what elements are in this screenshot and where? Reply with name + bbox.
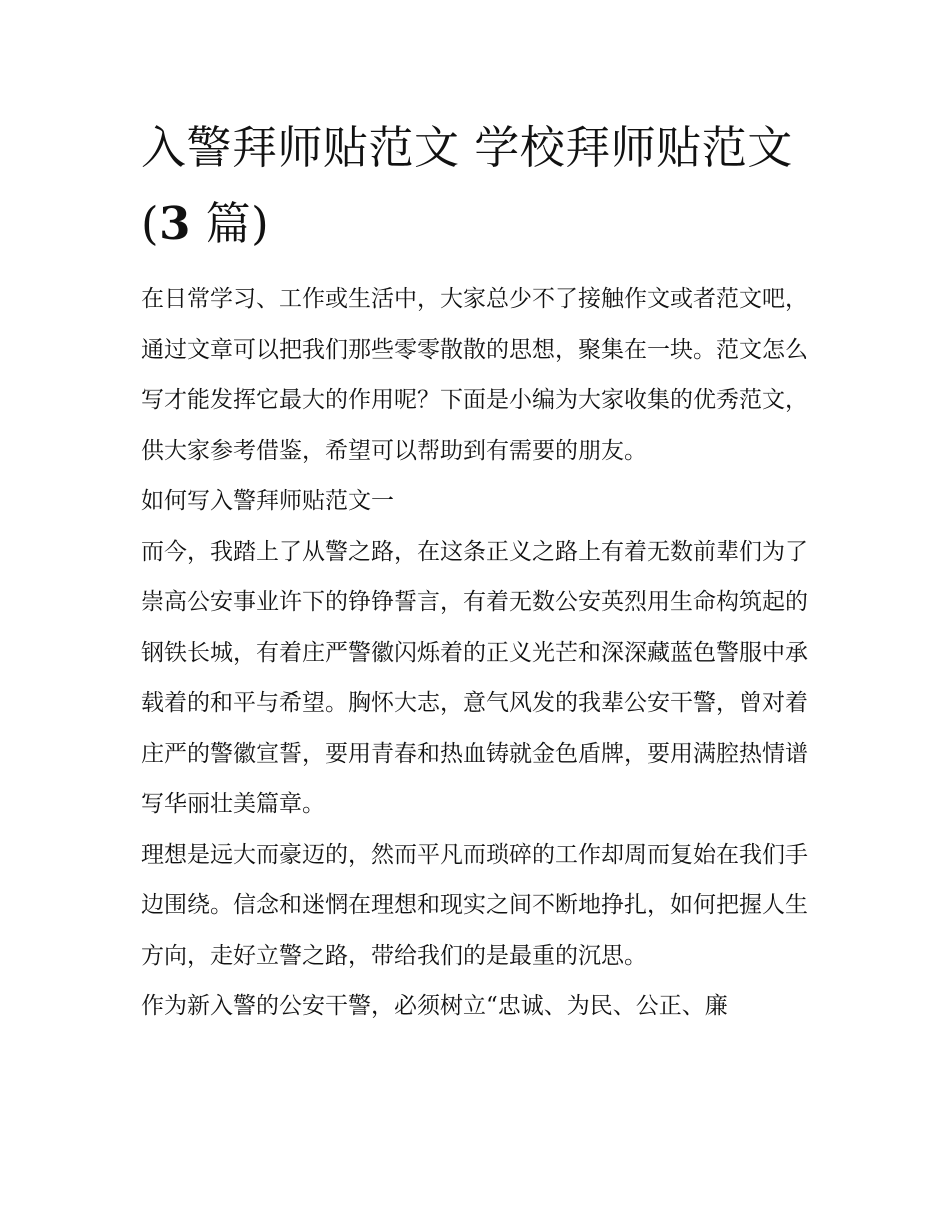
- document-body: [141, 274, 821, 1032]
- title-count: 3: [159, 197, 191, 250]
- document-content: [141, 110, 821, 1032]
- body-paragraph: 作为新入警的公安干警，必须树立“忠诚、为民、公正、廉: [141, 993, 728, 1019]
- section-heading: 如何写入警拜师贴范文一: [141, 488, 394, 514]
- intro-paragraph: 在日常学习、工作或生活中，大家总少不了接触作文或者范文吧，通过文章可以把我们那些零零散散的思想，聚集在一块。范文怎么写才能发挥它最大的作用呢？下面是小编为大家收集的优秀范文，供大家参考借鉴，希望可以帮助到有需要的朋友。: [141, 286, 808, 464]
- title-text-part2: 篇): [190, 197, 270, 250]
- body-paragraph: 理想是远大而豪迈的，然而平凡而琐碎的工作却周而复始在我们手边围绕。信念和迷惘在理想和现实之间不断地挣扎，如何把握人生方向，走好立警之路，带给我们的是最重的沉思。: [141, 841, 808, 969]
- title-text-part1: 入警拜师贴范文 学校拜师贴范文(: [141, 121, 793, 250]
- document-title: [141, 110, 821, 262]
- body-paragraph: 而今，我踏上了从警之路，在这条正义之路上有着无数前辈们为了崇高公安事业许下的铮铮誓言，有着无数公安英烈用生命构筑起的钢铁长城，有着庄严警徽闪烁着的正义光芒和深深藏蓝色警服中承载着的和平与希望。胸怀大志，意气风发的我辈公安干警，曾对着庄严的警徽宣誓，要用青春和热血铸就金色盾牌，要用满腔热情谱写华丽壮美篇章。: [141, 538, 808, 817]
